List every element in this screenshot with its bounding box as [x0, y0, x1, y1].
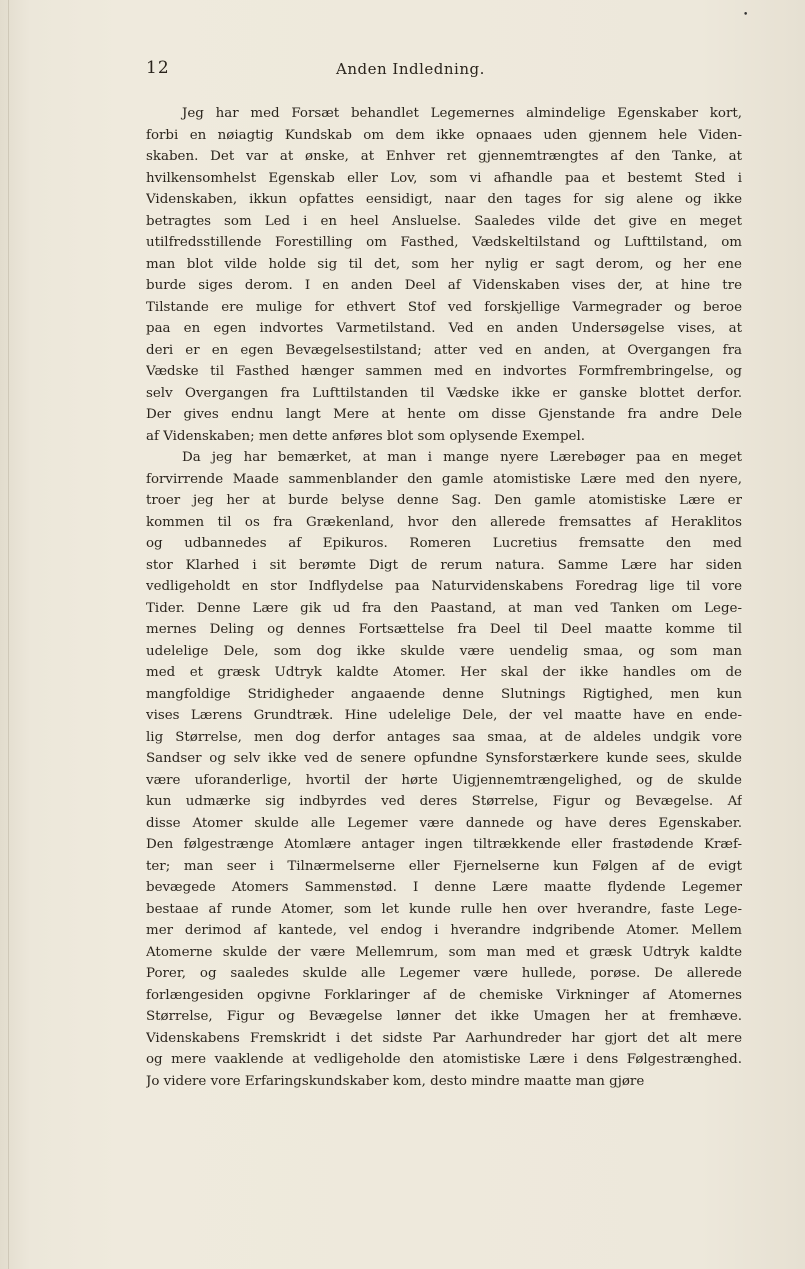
paragraph	[146, 447, 742, 1092]
page-gutter-line	[8, 0, 9, 1269]
text-line: Der gives endnu langt Mere at hente om disse Gjenstande fra andre Dele	[146, 407, 742, 422]
text-line: burde siges derom. I en anden Deel af Videnskaben vises der, at hine tre	[146, 278, 742, 293]
paragraph	[146, 103, 742, 447]
running-head	[146, 58, 742, 82]
text-line: med et græsk Udtryk kaldte Atomer. Her skal der ikke handles om de	[146, 665, 742, 680]
text-line: selv Overgangen fra Lufttilstanden til Vædske ikke er ganske blottet derfor.	[146, 385, 742, 401]
text-line: Da jeg har bemærket, at man i mange nyere Lærebøger paa en meget	[182, 450, 742, 465]
text-line: Videnskaben, ikkun opfattes eensidigt, naar den tages for sig alene og ikke	[146, 192, 742, 207]
text-line: kommen til os fra Grækenland, hvor den allerede fremsattes af Heraklitos	[146, 514, 742, 530]
text-line: Tilstande ere mulige for ethvert Stof ved forskjellige Varmegrader og beroe	[146, 299, 742, 315]
text-line: man blot vilde holde sig til det, som her nylig er sagt derom, og her ene	[146, 256, 742, 272]
text-line: bestaae af runde Atomer, som let kunde rulle hen over hverandre, faste Lege-	[146, 901, 742, 917]
text-line: mer derimod af kantede, vel endog i hverandre indgribende Atomer. Mellem	[146, 923, 742, 938]
text-line: vedligeholdt en stor Indflydelse paa Naturvidenskabens Foredrag lige til vore	[146, 579, 742, 594]
text-line: og udbannedes af Epikuros. Romeren Lucretius fremsatte den med	[146, 536, 742, 551]
text-line: Sandser og selv ikke ved de senere opfundne Synsforstærkere kunde sees, skulde	[146, 751, 742, 766]
text-line: ter; man seer i Tilnærmelserne eller Fjernelserne kun Følgen af de evigt	[146, 858, 742, 874]
text-line: og mere vaaklende at vedligeholde den atomistiske Lære i dens Følgestrænghed.	[146, 1052, 742, 1067]
text-line: Jeg har med Forsæt behandlet Legemernes almindelige Egenskaber kort,	[182, 106, 742, 121]
text-line: skaben. Det var at ønske, at Enhver ret gjennemtrængtes af den Tanke, at	[146, 149, 742, 164]
text-line: Tider. Denne Lære gik ud fra den Paastand, at man ved Tanken om Lege-	[146, 600, 742, 616]
text-line: troer jeg her at burde belyse denne Sag. Den gamle atomistiske Lære er	[146, 493, 742, 508]
text-line: hvilkensomhelst Egenskab eller Lov, som vi afhandle paa et bestemt Sted i	[146, 170, 742, 186]
page-number: 12	[146, 58, 170, 78]
text-line: Den følgestrænge Atomlære antager ingen tiltrækkende eller frastødende Kræf-	[146, 837, 742, 852]
text-line: stor Klarhed i sit berømte Digt de rerum natura. Samme Lære har siden	[146, 557, 742, 573]
text-line: Videnskabens Fremskridt i det sidste Par Aarhundreder har gjort det alt mere	[146, 1030, 742, 1046]
text-line: disse Atomer skulde alle Legemer være dannede og have deres Egenskaber.	[146, 815, 742, 831]
text-line: forlængesiden opgivne Forklaringer af de chemiske Virkninger af Atomernes	[146, 987, 742, 1003]
text-line: Jo videre vore Erfaringskundskaber kom, desto mindre maatte man gjøre	[146, 1073, 645, 1089]
running-head-title: Anden Indledning.	[336, 60, 485, 78]
text-line: Vædske til Fasthed hænger sammen med en indvortes Formfrembringelse, og	[146, 364, 742, 379]
text-line: mangfoldige Stridigheder angaaende denne Slutnings Rigtighed, men kun	[146, 686, 742, 702]
text-line: forvirrende Maade sammenblander den gamle atomistiske Lære med den nyere,	[146, 471, 742, 487]
text-line: Størrelse, Figur og Bevægelse lønner det ikke Umagen her at fremhæve.	[146, 1009, 742, 1024]
text-line: være uforanderlige, hvortil der hørte Uigjennemtrængelighed, og de skulde	[146, 772, 742, 788]
corner-mark: •	[743, 10, 749, 20]
text-line: deri er en egen Bevægelsestilstand; atter ved en anden, at Overgangen fra	[146, 342, 742, 358]
text-line: Porer, og saaledes skulde alle Legemer være hullede, porøse. De allerede	[146, 966, 742, 981]
text-line: forbi en nøiagtig Kundskab om dem ikke opnaaes uden gjennem hele Viden-	[146, 127, 742, 143]
text-line: bevægede Atomers Sammenstød. I denne Lære maatte flydende Legemer	[146, 880, 742, 895]
text-line: utilfredsstillende Forestilling om Fasthed, Vædskeltilstand og Lufttilstand, om	[146, 235, 742, 250]
text-line: af Videnskaben; men dette anføres blot som oplysende Exempel.	[146, 428, 585, 444]
text-line: kun udmærke sig indbyrdes ved deres Størrelse, Figur og Bevægelse. Af	[146, 794, 742, 809]
text-line: mernes Deling og dennes Fortsættelse fra Deel til Deel maatte komme til	[146, 622, 742, 637]
text-line: udelelige Dele, som dog ikke skulde være uendelig smaa, og som man	[146, 643, 742, 659]
text-line: lig Størrelse, men dog derfor antages saa smaa, at de aldeles undgik vore	[146, 729, 742, 745]
text-line: Atomerne skulde der være Mellemrum, som man med et græsk Udtryk kaldte	[146, 944, 742, 960]
body-text	[146, 103, 742, 1092]
text-line: betragtes som Led i en heel Ansluelse. Saaledes vilde det give en meget	[146, 213, 742, 229]
text-line: vises Lærens Grundtræk. Hine udelelige Dele, der vel maatte have en ende-	[146, 708, 742, 723]
text-line: paa en egen indvortes Varmetilstand. Ved en anden Undersøgelse vises, at	[146, 321, 742, 336]
